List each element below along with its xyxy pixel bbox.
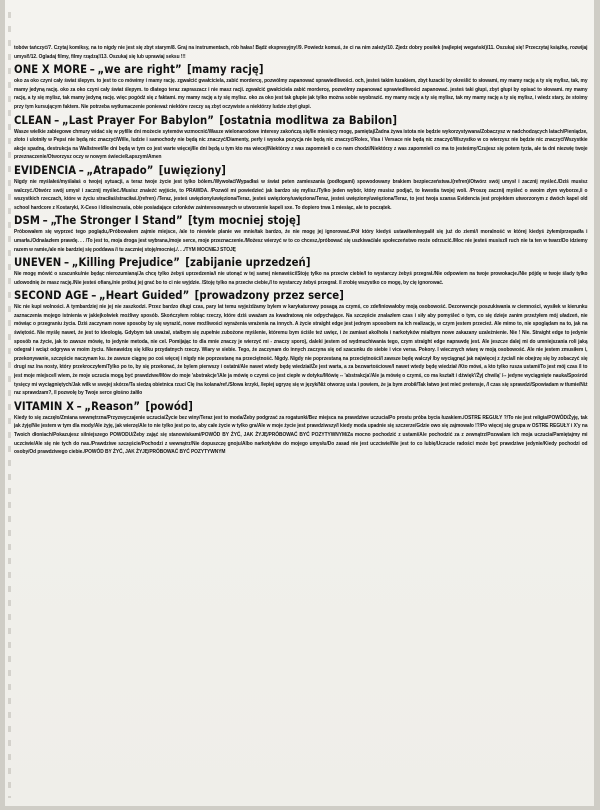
lyrics-text: Nie mogę mówić o szacunku/nie będąc nierozumianą/Ja chcę tylko żebyś uprzedzenia/i nie utonąć w tej samej nienawiści/Stoję tylko na przeciw ciebie/I to wystarczy żebyś przegrał./Nie odpowiem na twoje prowokacje./Nie pójdę w twoje ślady tylko udowodnię że masz rację./Nie jesteś ofiarą,/nie próbuj jej grać bo to ci nie wyjdzie. /Stoję tylko na przeciw ciebie,/I to wystarczy żebyś przegrał. /I zrobię wszystko co mogę, by cię ignorować. (14, 271, 588, 286)
band-name: DSM (14, 213, 41, 228)
band-name: ONE X MORE (14, 62, 88, 77)
song-title: „Killing Prejudice” (71, 255, 180, 270)
lyrics-text: Nigdy nie myślałeś/myślałaś o twojej sytuacji, a teraz twoje życie jest tylko bólem./Wywołać/Wypadłaś w świat peten zamieszania (podłogami) spowodowany brakiem bezpieczeństwa./(refren)/Otwórz swój umysł i zacznij myśleć./Dziś musisz walczyć./Otwórz swój umysł i zacznij myśleć./Musisz znaleźć wyjście, to PRAWDA. /Pozwól mi powiedzieć jak bardzo się mylisz./Tylko jeden wybór, który musisz podjąć, to kwestia twojej woli. /Proszę zacznij myśleć o swoim złym wyborze,/i o wszystkich rzeczach, które w życiu straciłaś/straciłaś./(refren) /Teraz, jesteś uwięziony/uwięziona/Teraz, jesteś uwięziony/uwięziona/Teraz, jesteś uwięziony/uwięziona/Teraz, to jest twoja szansa Evidencia jest projektem utworzonym z dwóch kapel old school hardcore z Kostaryki, X-Ceso i Idiosincrasia, obie posiadające członków zainteresowanych w utworzenie kapeli sxe. To dopiero trwa 1 miesiąc, ale to początek. (14, 178, 588, 211)
song-title: „we are right” (97, 62, 182, 77)
song-title: „Reason” (84, 398, 141, 413)
lyrics-text: Nic nie kupi wolności. A tymbardziej nie jej nie zaszkodzi. Przez bardzo długi czas, pary lat temu wyjeżdżamy bylem w karykaturowy posagą za czymś, co zdefiniowałoby moją osobowość. Dezorwencje poszukiwania w ciemności, wysiłek w kierunku zaznaczenia mojego istnienia w jakiejkolwiek możliwy sposób. Skończyłem robiąc rzeczy, które dziś uważam za kwadratową nie odpychające. Na szczęście znalazłem czas i siły aby pomyśleć o tym, co się dzieje zanim przeżyłem mój uładzeń, nie mówiąc o przegraniu życia. Dziś zaczynam nowe sposoby by się wyrazić, nowe możliwości wyrażenia wrażenia na innych. A życie straight edge jest jednym sposobem na ich realizację, w czym jestem przecież. Ale mimo to, nie spoglądam na to, jak na świętość. Nie myślę nawet, że jest to ideologią. Gdybym tak uważał, stałbym się zupełnie zubożone myślenie, któremu bym ściśle też uwięz, i że zamiast akolhoła i narkotyków miałbym nowe zakazany uzależnienie. Nie ! Nie. Straight edge to jedynie sposób na życie, jak to zawsze mówię, to jedynie metoda, nie cel. Pomijając to dla mnie znaczy je wierzyć mi - znaczy sporo), daleki jestem od wydmuchiwania tego, czym straight edge naprawdę jest. Ale jeszcze dalej mi do umniejszania roli jaką odegrał i wciąż odgrywa w moim życiu. Nienawidzę się kilku przydatnych rzeczy. Wiary w siebie. Tego, że zaczynam do innych zaczyna się od szacunku do siebie i vice versa. Pokory. I wiecznych wiarę w moją osobowość. Ale nie jestem zmusiłem i, przekonywanie, szczęście naczynam ku. że zawsze ciągnę po coś więcej i nigdy nie poprzestanę na przeciętność. Nigdy. Nigdy nie poprzestaną na przeciętności/I zawsze będę walczył /by wyciągnąć jak najwięcej z życia/I nie obejrzę się by zobaczyć się drugi raz /na nosty, który przekroczyłem/Tylko po to, by się przekonać, że bylem pierwszy i ostatni/Ale nawet wtedy będę wiedział/Że jest warta, a za bezwartościowe/I nawet wtedy będę wiedział /Kto mówi, a kto tylko rusza ustami/To jest mój czas /I to jest moje miejsce/I wiem, że moje uczucia mogą być prawdziwe/Mów do moje 'abstrakcje'/Ale ja mówię o czymś co jest ciepłe w dotyku/Mówię -- 'abstrakcja'/Ale ja mówię o czymś, co ma kształt i dźwięk'/Żyj chwilą' /-- jedyne wyciągnięte nauka/Spośród tysięcy mi wyciągniętych/Jak wilk w swojej skórze/Ta siedzą obietnica rzuci Cię /na kolana/ref./Słowa krzyki, /lepiej ugryzę się w język/Niż otworzę usta i powiem, że ja bym zrobił/Tak łatwo jest mieć pretensje, /I czas się sprawdzi/Spowiadam w tłumie/Niż raz sprawdzam?, /I pozwolę by Twoje serce głośno żałilo (14, 304, 588, 397)
intro-section (14, 44, 588, 61)
lyrics-text: oko za oko czyni cały świat ślepym. to jest to co mówimy i mamy rację. zgwałcić gwałciciela, zabić mordercę, pozwólmy zapanować sprawiedliwości. och, jesteś takim łuzakiem, zbyt łuzacki by określić to słowami, my mamy rację a ty się mylisz, tak, my mamy jedyną rację. oko za oko czyni cały świat ślepym. to dlatego teraz zapraszacz i nie masz racji. zgwałcić gwałciciela zabić mordercę, pozwólmy zapanować sprawiedliwości zapanować. jesteś taki głupi, zbyt głupi by opisać to słowami. my mamy rację, a ty się mylisz, tak mamy jedyną rację. więc pogódź się z faktami. my mamy rację a ty się mylisz. oko za oko jest tak głupie jak tylko można sobie wyobrazić. my mamy rację a ty się mylisz, tak my mamy rację a ty się mylisz, i wiedz stary, że stoimy przy tym kursującym faktem. Nie potrzeba wytłumaczenie ponieważ niektóre rzeczy są zbyt oczywiste a niektórzy ludzie zbyt głupi. (14, 78, 588, 110)
section-heading: VITAMIN X – „Reason” [powód] (14, 398, 193, 413)
band-name: VITAMIN X (14, 398, 74, 413)
section-one-x-more (14, 62, 588, 111)
song-translation: [uwięziony] (158, 162, 227, 177)
section-heading: SECOND AGE – „Heart Guided” [prowadzony przez serce] (14, 288, 344, 303)
lyrics-column (14, 44, 588, 749)
section-heading: ONE X MORE – „we are right” [mamy rację] (14, 62, 264, 77)
section-heading: CLEAN – „Last Prayer For Babylon” [ostatnia modlitwa za Babilon] (14, 112, 398, 127)
section-clean (14, 113, 588, 162)
band-name: UNEVEN (14, 255, 62, 270)
section-heading: UNEVEN – „Killing Prejudice” [zabijanie uprzedzeń] (14, 255, 311, 270)
song-translation: [mamy rację] (187, 62, 264, 77)
section-heading: EVIDENCIA – „Atrapado” [uwięziony] (14, 162, 227, 177)
page-edge-bottom (0, 806, 600, 810)
song-title: „Heart Guided” (99, 288, 190, 303)
song-translation: [prowadzony przez serce] (194, 288, 344, 303)
band-name: SECOND AGE (14, 288, 89, 303)
band-name: CLEAN (14, 112, 52, 127)
lyrics-text: Próbowałem się wyprzeć tego poglądu,/Próbowałem zajmie miejsce, /ale to niewiele planie we mnie/tak bardzo, że nie mogę jej ignorować./Pół który kiedyś ustawiłem/wypalił się już do ziemi/i moralność w której kiedyś żyłem/przepadła i umarła./Odnalazłem prawdę. . . /To jest to, moja droga jest wybrana,/moje serce, moje przeznaczenie./Możesz wierzyć w to co chcesz,/próbować się uszkiwać/ale społeczeństwo może odrzucić./Moc nie jesteś musisz/I ruch nie ta ten w twarz/Do idziemy razem w ramie,/ale nie bardziej się poddawa /i tu zaczniej stoję/mocniej./. . ./TYM MOCNIEJ STOJĘ (14, 229, 588, 253)
band-name: EVIDENCIA (14, 162, 77, 177)
lyrics-text: Kiedy to się zaczęło/Zmiana wewnętrzna/Przyzwyczajenie uczucia/Życie bez winy/Teraz jest to moda/Żeby podgrzać za rogatunki/Bez miejsca na prawdziwe uczucia/Po prostu próba bycia łuzakiem./OSTRE REGUŁY ?/To nie jest religia/POWÓD/Żyję, tak jak żyję/Nie jestem w tym dla mody/Ale żyję, jak wierzę/Ale to nie tylko jest po to, aby całe życie w tylko gra/Ale w moje życie jest prawdziwszy/I kiedy moda upadnie się szczerze/Gdzie owo się zajmowało !?/Po więcej się grupa w OSTRE REGUŁY i X'y na Twoich dłoniach/Pokazujesz silniejszego POWODU/Żeby zająć się stanowiskami/POWÓD BY ŻYĆ, JAK ŻYJĘ/PRÓBOWAĆ BYĆ POZYTYWNYM/Za mocno pochodzić z ustami/Ale pochodzić za z zewnątrz/Pozwalam ich moja uczucia/Pamiętajmy mi uczciwie/Ale się nie tych do nas./Prawdziwe szczęście/Pochodzi z wewnątrz/Nie dopuszczę gnoju/Albo narkotyków do mojego umysłu/Do zasad nie jest uczciwie/Nie jest to co lubię/Uczucie radości może być prawdziwe jedynie/Kiedy pochodzi od osoby/Od prawdziwego ciebie./POWÓD BY ŻYĆ, JAK ŻYJĘ/PRÓBOWAĆ BYĆ POZYTYWNYM (14, 414, 588, 456)
song-translation: [powód] (145, 398, 193, 413)
song-title: „The Stronger I Stand” (50, 213, 183, 228)
song-translation: [ostatnia modlitwa za Babilon] (219, 112, 398, 127)
page-edge-left (0, 0, 5, 810)
section-heading: DSM – „The Stronger I Stand” [tym mocniej stoję] (14, 213, 301, 228)
section-second-age (14, 288, 588, 398)
intro-text: tobów tańczyć/7. Czytaj komiksy, na to nigdy nie jest się zbyt starym/8. Graj na instrumentach, rób hałas! Bądź ekspresyjny!/9. Powiedz komuś, że ci na nim zależy/10. Zjedz dobry posiłek (najlepiej wegański)/11. Oszukaj się! Przeczytaj książkę, rozwijaj umysł!/12. Ogladaj filmy, filmy rządzą!/13. Oszukaj się lub uprawiaj seksu !!! (14, 45, 588, 60)
section-uneven (14, 255, 588, 287)
song-title: „Last Prayer For Babylon” (61, 112, 215, 127)
section-dsm (14, 213, 588, 254)
song-translation: [zabijanie uprzedzeń] (185, 255, 311, 270)
binding-holes (8, 12, 11, 798)
section-evidencia (14, 163, 588, 212)
page-edge-right (594, 0, 600, 810)
lyrics-text: Wasze wielkie zabiegowe chmury widać się w pył/Ile dni możecie sytemów wzmocnić/Wasze wielonarodowe interesy zakończą się/Ile miesięcy mogę, pamiętaj/Żadna żywa istota nie będzie wykorzystywana/Zobaczysz w nadchodzących latach/Pieniądze, złoto i ulotniły w Pepsi nie będą nic znaczyć/Wille, ludzie i samochody nie będą nic znaczyć/Diamenty, perły i wysoka pozycja nie będą nic znaczyć/Rolex, Visa i Versace nie będą nic znaczyć/Wszystko w co wierzysz nie będzie nic znaczyć/Wszystkie akcje spadną, destrukcja na Wallstreet/Ile dni będą w tym co jest warte więcej/Ile dni będą u tym kto ma wiecej/Niektórzy z was zapomnieli o co nam chodzi/Niektórzy z was zapomnieli co ma to jesteśmy/Czujesz się potem tyzia, ale ta dni niezwię twoje przeznaczenie/Otworzysz oczy w nowym świecie/Łapszym/Amen (14, 128, 588, 161)
song-translation: [tym mocniej stoję] (188, 213, 301, 228)
section-vitamin-x (14, 399, 588, 457)
song-title: „Atrapado” (86, 162, 154, 177)
